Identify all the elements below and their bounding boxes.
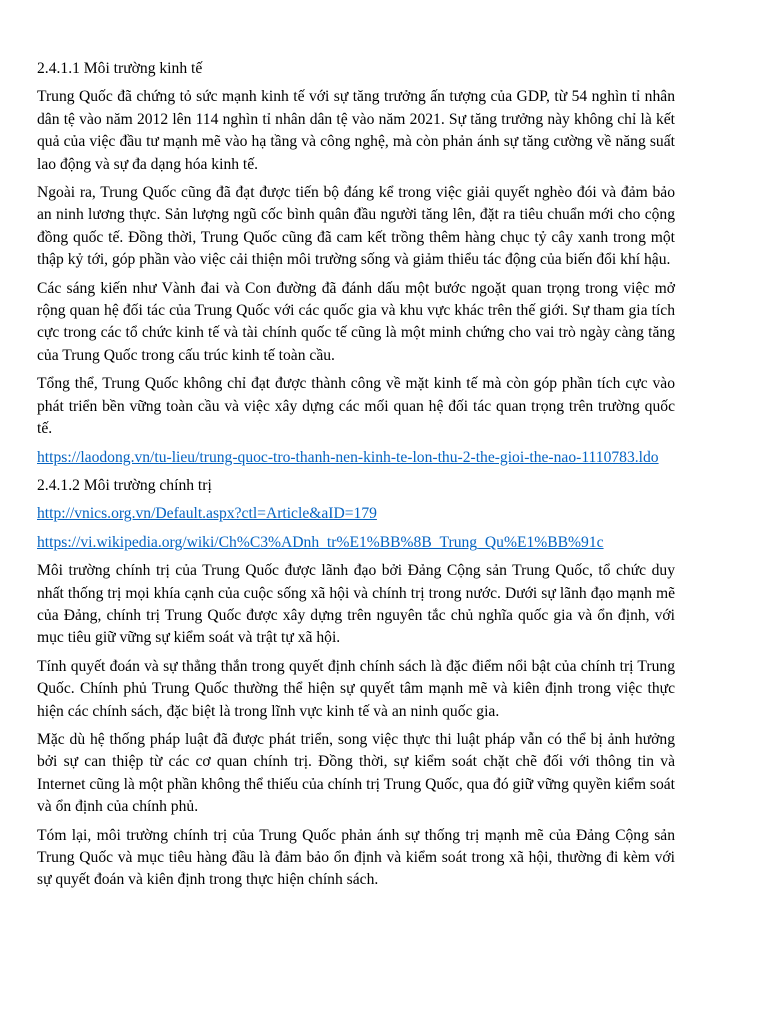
paragraph-political-law: Mặc dù hệ thống pháp luật đã được phát triển, song việc thực thi luật pháp vẫn có thể bị ảnh hưởng bởi sự can thiệp từ các cơ quan chính trị. Đồng thời, sự kiểm soát chặt chẽ đối với thông tin và Internet cũng là một phần không thể thiếu của chính trị Trung Quốc, qua đó giữ vững quyền kiểm soát và ổn định của chính phủ. xyxy=(37,730,675,816)
reference-link-wikipedia[interactable]: https://vi.wikipedia.org/wiki/Ch%C3%ADnh_tr%E1%BB%8B_Trung_Qu%E1%BB%91c xyxy=(37,533,604,551)
paragraph-economic-gdp: Trung Quốc đã chứng tỏ sức mạnh kinh tế với sự tăng trưởng ấn tượng của GDP, từ 54 nghìn tỉ nhân dân tệ vào năm 2012 lên 114 nghìn tỉ nhân dân tệ vào năm 2021. Sự tăng trưởng này không chỉ là kết quả của việc đầu tư mạnh mẽ vào hạ tầng và công nghệ, mà còn phản ánh sự tăng cường về năng suất lao động và sự đa dạng hóa kinh tế. xyxy=(37,88,675,173)
paragraph-political-decisiveness: Tính quyết đoán và sự thẳng thắn trong quyết định chính sách là đặc điểm nổi bật của chính trị Trung Quốc. Chính phủ Trung Quốc thường thể hiện sự quyết tâm mạnh mẽ và kiên định trong việc thực hiện các chính sách, đặc biệt là trong lĩnh vực kinh tế và an ninh quốc gia. xyxy=(37,657,675,720)
reference-link-row xyxy=(37,447,675,469)
reference-link-row xyxy=(37,532,675,554)
paragraph-political-summary: Tóm lại, môi trường chính trị của Trung Quốc phản ánh sự thống trị mạnh mẽ của Đảng Cộng sản Trung Quốc và mục tiêu hàng đầu là đảm bảo ổn định và kiểm soát trong xã hội, thường đi kèm với sự quyết đoán và kiên định trong thực hiện chính sách. xyxy=(37,826,675,889)
paragraph-political-party: Môi trường chính trị của Trung Quốc được lãnh đạo bởi Đảng Cộng sản Trung Quốc, tổ chức duy nhất thống trị mọi khía cạnh của cuộc sống xã hội và chính trị trong nước. Dưới sự lãnh đạo mạnh mẽ của Đảng, chính trị Trung Quốc được xây dựng trên nguyên tắc chủ nghĩa quốc gia và ổn định, với mục tiêu giữ vững sự kiểm soát và trật tự xã hội. xyxy=(37,562,675,647)
section-heading-economic: 2.4.1.1 Môi trường kinh tế xyxy=(37,60,203,77)
reference-link-row xyxy=(37,503,675,525)
section-heading-political: 2.4.1.2 Môi trường chính trị xyxy=(37,476,212,494)
paragraph-economic-poverty: Ngoài ra, Trung Quốc cũng đã đạt được tiến bộ đáng kể trong việc giải quyết nghèo đói và đảm bảo an ninh lương thực. Sản lượng ngũ cốc bình quân đầu người tăng lên, đặt ra tiêu chuẩn mới cho cộng đồng quốc tế. Đồng thời, Trung Quốc cũng đã cam kết trồng thêm hàng chục tỷ cây xanh trong một thập kỷ tới, góp phần vào việc cải thiện môi trường sống và giảm thiểu tác động của biến đổi khí hậu. xyxy=(37,184,675,269)
reference-link-laodong[interactable]: https://laodong.vn/tu-lieu/trung-quoc-tro-thanh-nen-kinh-te-lon-thu-2-the-gioi-the-nao-1110783.ldo xyxy=(37,448,659,466)
paragraph-economic-summary: Tổng thể, Trung Quốc không chỉ đạt được thành công về mặt kinh tế mà còn góp phần tích cực vào phát triển bền vững toàn cầu và việc xây dựng các mối quan hệ đối tác quan trọng trên trường quốc tế. xyxy=(37,375,675,438)
document-page xyxy=(37,58,675,898)
paragraph-economic-belt-road: Các sáng kiến như Vành đai và Con đường đã đánh dấu một bước ngoặt quan trọng trong việc mở rộng quan hệ đối tác của Trung Quốc với các quốc gia và khu vực khác trên thế giới. Sự tham gia tích cực trong các tổ chức kinh tế và tài chính quốc tế cũng là một minh chứng cho vai trò ngày càng tăng của Trung Quốc trong cấu trúc kinh tế toàn cầu. xyxy=(37,279,675,364)
reference-link-vnics[interactable]: http://vnics.org.vn/Default.aspx?ctl=Article&aID=179 xyxy=(37,505,377,523)
